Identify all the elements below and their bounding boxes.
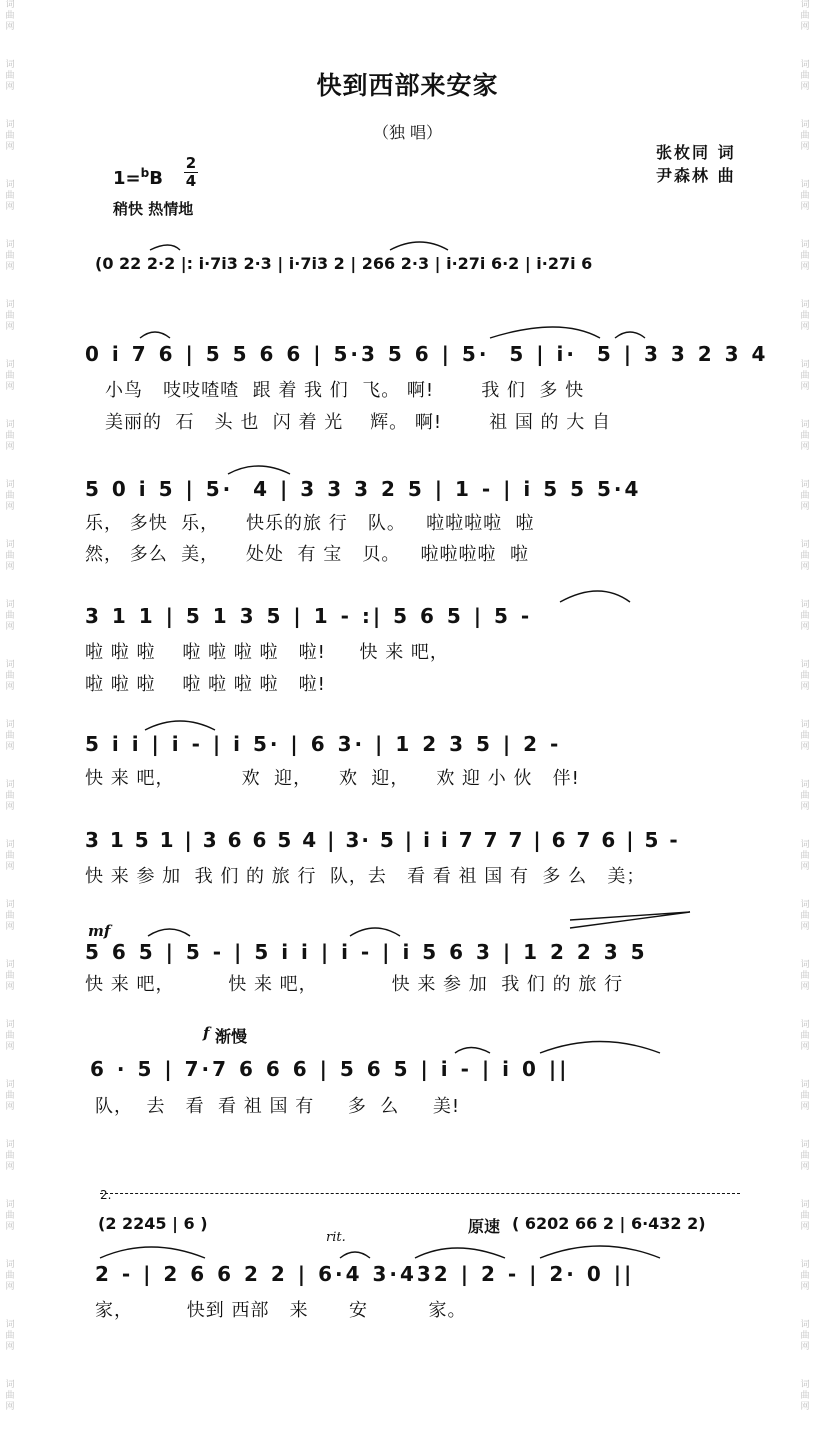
slur	[415, 1248, 505, 1258]
score-line-8: 6 · 5 | 7·7 6 6 6 | 5 6 5 | i - | i 0 ||	[90, 1057, 570, 1081]
watermark-text: 词 曲 网	[800, 900, 810, 932]
slur	[148, 929, 190, 936]
slur	[540, 1246, 660, 1258]
watermark-text: 词 曲 网	[800, 1320, 810, 1352]
watermark-text: 词 曲 网	[800, 960, 810, 992]
performance-note: （独 唱）	[372, 123, 443, 142]
watermark-text: 词 曲 网	[800, 840, 810, 872]
watermark-text: 词 曲 网	[5, 0, 15, 32]
lyric-line-4-verse-2: 啦 啦 啦 啦 啦 啦 啦 啦!	[85, 674, 326, 695]
key-prefix: 1=	[113, 168, 141, 189]
watermark-text: 词 曲 网	[5, 600, 15, 632]
slur	[390, 242, 448, 250]
watermark-text: 词 曲 网	[5, 960, 15, 992]
score-line-10: 2 - | 2 6 6 2 2 | 6·4 3·432 | 2 - | 2· 0 ||	[95, 1262, 635, 1286]
watermark-text: 词 曲 网	[5, 180, 15, 212]
score-line-5: 5 i i | i - | i 5· | 6 3· | 1 2 3 5 | 2 -	[85, 732, 562, 756]
score-line-7: 5 6 5 | 5 - | 5 i i | i - | i 5 6 3 | 1 2 2 3 5	[85, 940, 648, 964]
lyric-line-5: 快 来 吧， 欢 迎， 欢 迎， 欢 迎 小 伙 伴!	[85, 768, 580, 789]
watermark-text: 词 曲 网	[5, 540, 15, 572]
watermark-text: 词 曲 网	[5, 780, 15, 812]
volta-number: 2.	[100, 1188, 112, 1202]
watermark-text: 词 曲 网	[5, 1140, 15, 1172]
watermark-text: 词 曲 网	[800, 240, 810, 272]
rit-marking: rit.	[326, 1230, 346, 1245]
slur	[228, 466, 290, 474]
score-line-1: (0 22 2·2 |: i·7i3 2·3 | i·7i3 2 | 266 2·3 | i·27i 6·2 | i·27i 6	[95, 254, 593, 273]
watermark-text: 词 曲 网	[800, 0, 810, 32]
watermark-text: 词 曲 网	[5, 1020, 15, 1052]
watermark-text: 词 曲 网	[5, 1380, 15, 1412]
lyric-line-3-verse-1: 乐， 多快 乐， 快乐的旅 行 队。 啦啦啦啦 啦	[85, 513, 535, 534]
watermark-text: 词 曲 网	[800, 420, 810, 452]
slur	[490, 327, 600, 338]
lyric-line-8: 队， 去 看 看 祖 国 有 多 么 美!	[95, 1096, 461, 1117]
slur	[615, 332, 645, 338]
watermark-text: 词 曲 网	[800, 1140, 810, 1172]
slur	[150, 245, 180, 250]
watermark-text: 词 曲 网	[800, 1080, 810, 1112]
watermark-text: 词 曲 网	[800, 1260, 810, 1292]
tempo-marking: 稍快 热情地	[113, 200, 194, 218]
watermark-text: 词 曲 网	[800, 180, 810, 212]
score-line-4: 3 1 1 | 5 1 3 5 | 1 - :| 5 6 5 | 5 -	[85, 604, 533, 628]
watermark-text: 词 曲 网	[800, 780, 810, 812]
watermark-text: 词 曲 网	[800, 300, 810, 332]
watermark-text: 词 曲 网	[800, 360, 810, 392]
flat-sign: b	[140, 166, 150, 180]
crescendo-hairpin	[570, 912, 690, 928]
watermark-text: 词 曲 网	[800, 120, 810, 152]
watermark-text: 词 曲 网	[5, 60, 15, 92]
slur	[100, 1247, 205, 1258]
watermark-text: 词 曲 网	[5, 1260, 15, 1292]
watermark-text: 词 曲 网	[5, 1080, 15, 1112]
score-line-6: 3 1 5 1 | 3 6 6 5 4 | 3· 5 | i i 7 7 7 | 6 7 6 | 5 -	[85, 828, 680, 852]
lyric-line-2-verse-1: 小鸟 吱吱喳喳 跟 着 我 们 飞。 啊! 我 们 多 快	[105, 380, 585, 401]
watermark-text: 词 曲 网	[5, 660, 15, 692]
score-line-9-intro: (2 2245 | 6 )	[98, 1214, 208, 1233]
lyric-line-10: 家， 快到 西部 来 安 家。	[95, 1300, 467, 1321]
dynamic-mf: mf	[88, 922, 111, 940]
slur	[340, 1252, 370, 1258]
lyric-line-6: 快 来 参 加 我 们 的 旅 行 队，去 看 看 祖 国 有 多 么 美；	[85, 866, 646, 887]
watermark-text: 词 曲 网	[5, 1200, 15, 1232]
slur	[540, 1042, 660, 1054]
watermark-text: 词 曲 网	[5, 360, 15, 392]
watermark-text: 词 曲 网	[5, 420, 15, 452]
watermark-text: 词 曲 网	[800, 1200, 810, 1232]
time-top: 2	[185, 154, 197, 172]
lyric-line-3-verse-2: 然， 多么 美， 处处 有 宝 贝。 啦啦啦啦 啦	[85, 544, 529, 565]
watermark-text: 词 曲 网	[5, 720, 15, 752]
lyric-line-4-verse-1: 啦 啦 啦 啦 啦 啦 啦 啦! 快 来 吧，	[85, 642, 449, 663]
watermark-text: 词 曲 网	[5, 840, 15, 872]
watermark-text: 词 曲 网	[800, 600, 810, 632]
watermark-text: 词 曲 网	[800, 1380, 810, 1412]
watermark-text: 词 曲 网	[5, 240, 15, 272]
watermark-text: 词 曲 网	[5, 120, 15, 152]
score-line-2: 0 i 7 6 | 5 5 6 6 | 5·3 5 6 | 5· 5 | i· 5 | 3 3 2 3 4	[85, 342, 769, 366]
slur	[145, 721, 215, 730]
key-note: B	[149, 168, 163, 189]
watermark-text: 词 曲 网	[5, 480, 15, 512]
dynamic-f: f	[203, 1024, 210, 1042]
a-tempo-marking: 原速	[468, 1217, 501, 1236]
slur	[140, 332, 170, 338]
time-bottom: 4	[185, 172, 197, 190]
composer-credit: 尹森林 曲	[656, 166, 736, 185]
score-line-3: 5 0 i 5 | 5· 4 | 3 3 3 2 5 | 1 - | i 5 5 5·4	[85, 477, 642, 501]
watermark-text: 词 曲 网	[5, 300, 15, 332]
lyric-line-2-verse-2: 美丽的 石 头 也 闪 着 光 辉。 啊! 祖 国 的 大 自	[105, 412, 611, 433]
lyric-line-7: 快 来 吧， 快 来 吧， 快 来 参 加 我 们 的 旅 行	[85, 974, 624, 995]
watermark-text: 词 曲 网	[800, 720, 810, 752]
watermark-text: 词 曲 网	[800, 60, 810, 92]
watermark-text: 词 曲 网	[800, 1020, 810, 1052]
slur	[560, 591, 630, 602]
slur	[455, 1048, 490, 1054]
watermark-text: 词 曲 网	[800, 660, 810, 692]
song-title: 快到西部来安家	[316, 71, 499, 100]
lyricist-credit: 张枚同 词	[656, 143, 736, 162]
ritardando-marking: 渐慢	[215, 1027, 248, 1046]
slur	[350, 928, 400, 936]
watermark-text: 词 曲 网	[800, 540, 810, 572]
watermark-text: 词 曲 网	[5, 1320, 15, 1352]
watermark-text: 词 曲 网	[800, 480, 810, 512]
watermark-text: 词 曲 网	[5, 900, 15, 932]
score-line-9-tail: ( 6202 66 2 | 6·432 2)	[512, 1214, 706, 1233]
